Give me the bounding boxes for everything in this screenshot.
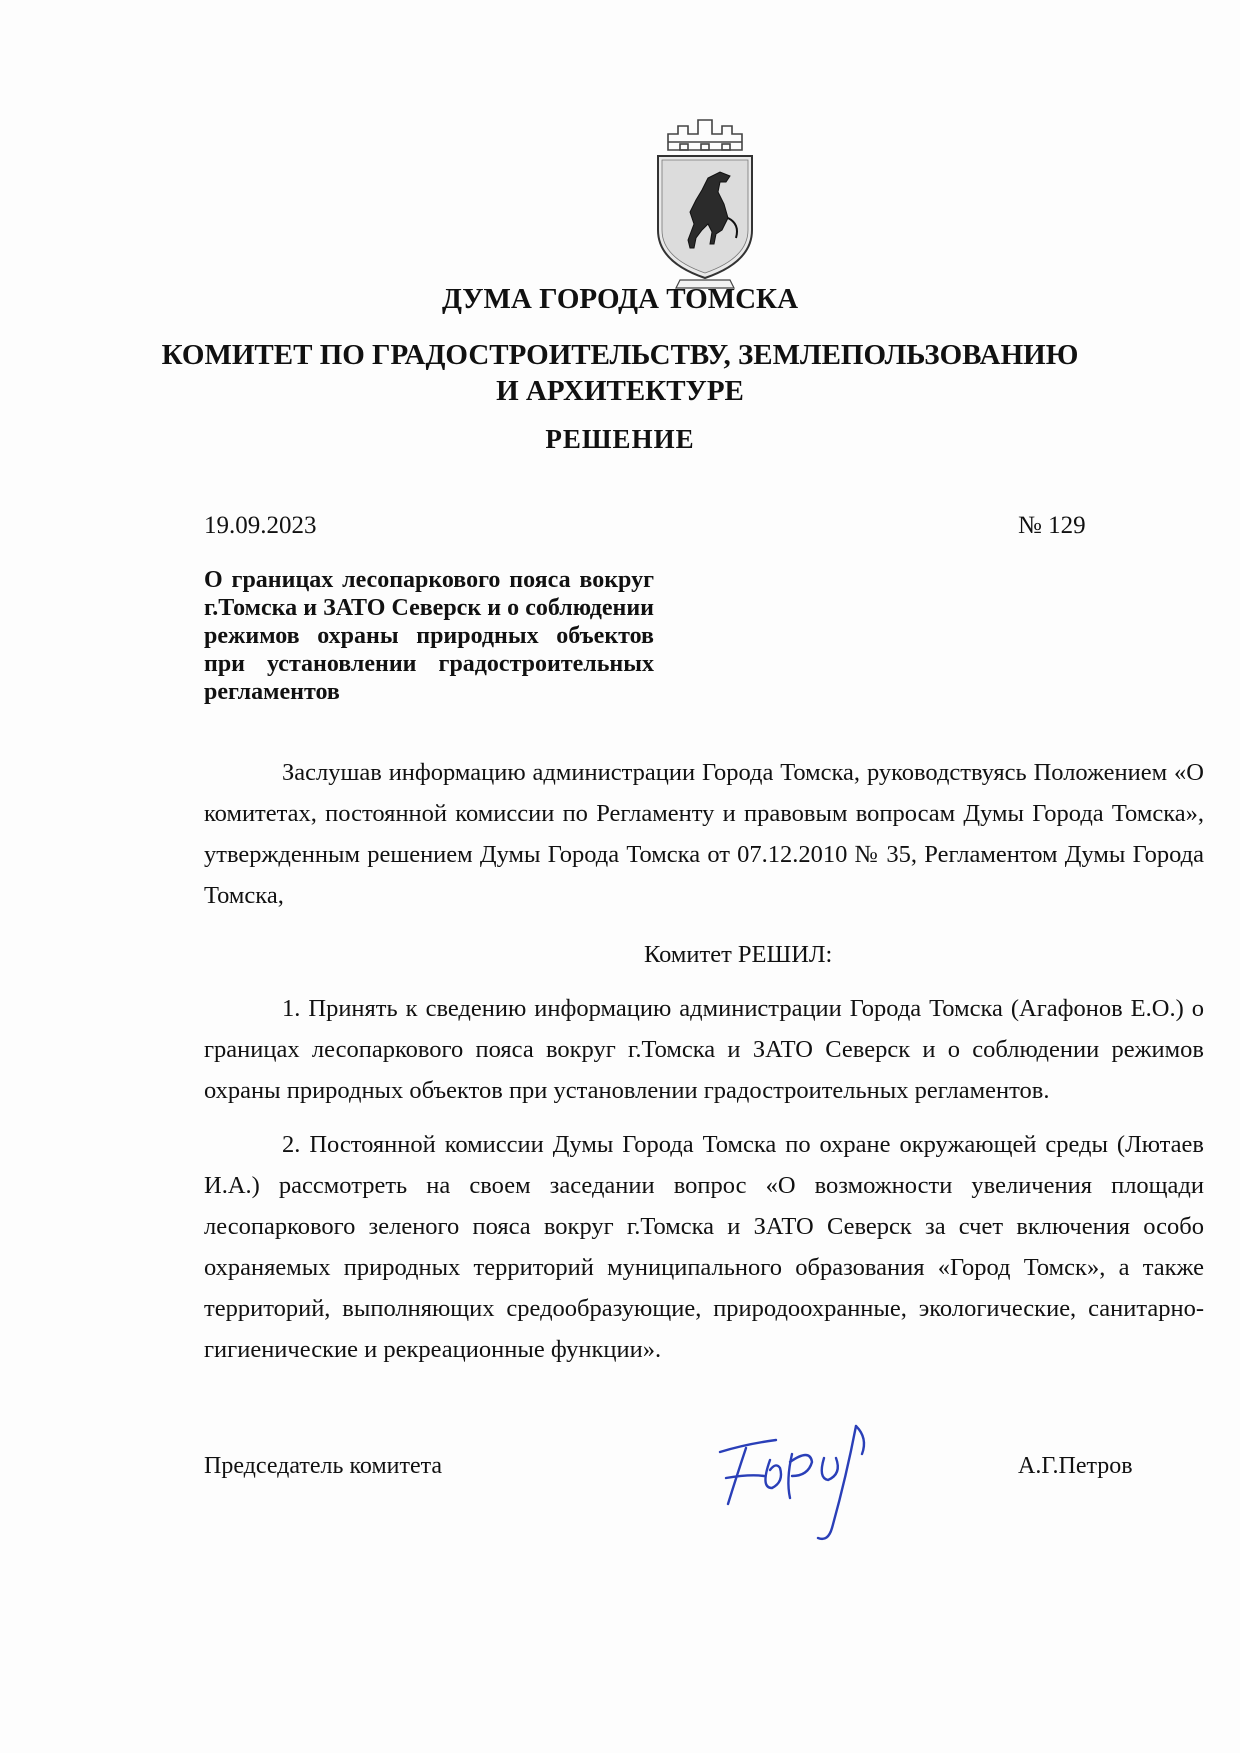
committee-title — [0, 337, 1240, 409]
committee-title-line2: И АРХИТЕКТУРЕ — [496, 375, 744, 407]
decision-number: № 129 — [1018, 512, 1086, 539]
decision-date: 19.09.2023 — [204, 512, 317, 539]
decision-item-2: 2. Постоянной комиссии Думы Города Томска по охране окружающей среды (Лютаев И.А.) рассмотреть на своем заседании вопрос «О возможности увеличения площади лесопаркового зеленого пояса вокруг г.Томска и ЗАТО Северск за счет включения особо охраняемых природных территорий муниципального образования «Город Томск», а также территорий, выполняющих средообразующие, природоохранные, экологические, санитарно-гигиенические и рекреационные функции». — [204, 1131, 1204, 1363]
intro-paragraph: Заслушав информацию администрации Города Томска, руководствуясь Положением «О комитетах, постоянной комиссии по Регламенту и правовым вопросам Думы Города Томска», утвержденным решением Думы Города Томска от 07.12.2010 № 35, Регламентом Думы Города Томска, — [204, 759, 1204, 909]
tomsk-coat-of-arms-icon — [650, 112, 760, 292]
decision-item-1: 1. Принять к сведению информацию администрации Города Томска (Агафонов Е.О.) о границах лесопаркового пояса вокруг г.Томска и ЗАТО Северск и о соблюдении режимов охраны природных объектов при установлении градостроительных регламентов. — [204, 995, 1204, 1104]
signatory-role: Председатель комитета — [204, 1453, 443, 1479]
resolved-line: Комитет РЕШИЛ: — [644, 941, 833, 968]
decision-subject: О границах лесопаркового пояса вокруг г.Томска и ЗАТО Северск и о соблюдении режимов охраны природных объектов при установлении градостроительных регламентов — [204, 567, 654, 705]
duma-title: ДУМА ГОРОДА ТОМСКА — [441, 283, 799, 315]
signatory-name: А.Г.Петров — [1018, 1453, 1133, 1479]
handwritten-signature — [706, 1418, 896, 1548]
document-type-title: РЕШЕНИЕ — [545, 424, 695, 454]
committee-title-line1: КОМИТЕТ ПО ГРАДОСТРОИТЕЛЬСТВУ, ЗЕМЛЕПОЛЬЗОВАНИЮ — [161, 339, 1079, 371]
